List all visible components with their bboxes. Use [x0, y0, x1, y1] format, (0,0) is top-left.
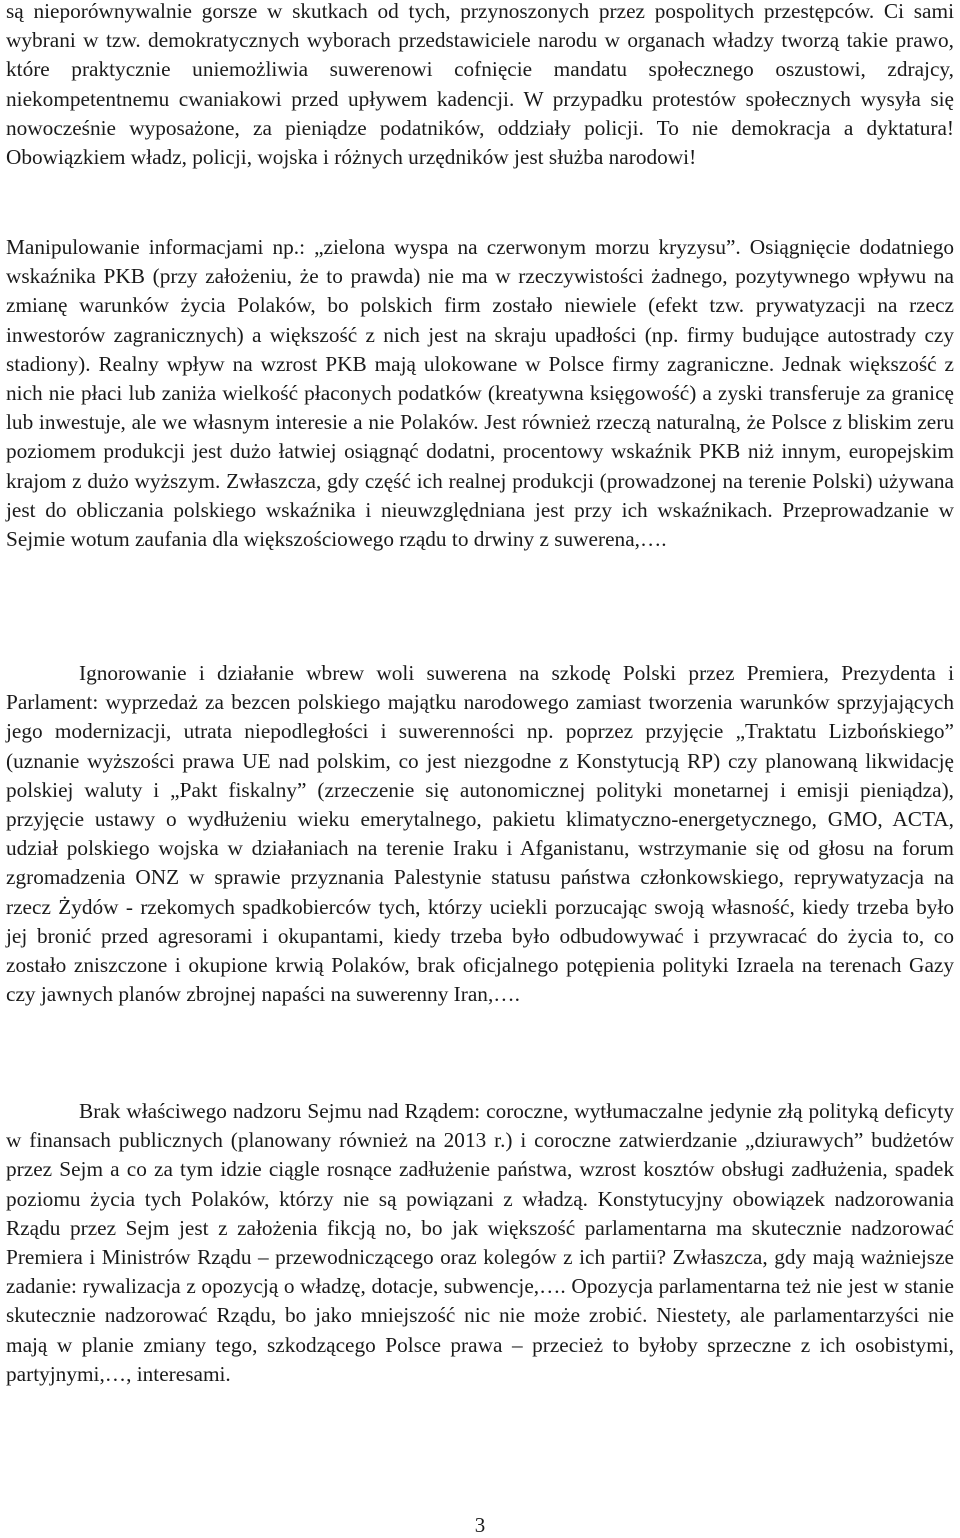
paragraph-oversight: Brak właściwego nadzoru Sejmu nad Rządem: coroczne, wytłumaczalne jedynie złą polityką deficyty w finansach publicznych (planowany również na 2013 r.) i coroczne zatwierdzanie „dziurawych” budżetów przez Sejm a co za tym idzie ciągle rosnące zadłużenie państwa, wzrost kosztów obsługi zadłużenia, spadek poziomu życia tych Polaków, którzy nie są powiązani z władzą. Konstytucyjny obowiązek nadzorowania Rządu przez Sejm jest z założenia fikcją no, bo jak większość parlamentarna ma skutecznie nadzorować Premiera i Ministrów Rządu – przewodniczącego oraz kolegów z ich partii? Zwłaszcza, gdy mają ważniejsze zadanie: rywalizacja z opozycją o władzę, dotacje, subwencje,…. Opozycja parlamentarna też nie jest w stanie skutecznie nadzorować Rządu, bo jako mniejszość nic nie może zrobić. Niestety, ale parlamentarzyści nie mają w planie zmiany tego, szkodzącego Polsce prawa – przecież to byłoby sprzeczne z ich osobistymi, partyjnymi,…, interesami. — [6, 1099, 954, 1386]
paragraph-ignoring-will: Ignorowanie i działanie wbrew woli suwerena na szkodę Polski przez Premiera, Prezydenta i Parlament: wyprzedaż za bezcen polskiego majątku narodowego zamiast tworzenia warunków sprzyjających jego modernizacji, utrata niepodległości i suwerenności np. poprzez przyjęcie „Traktatu Lizbońskiego” (uznanie wyższości prawa UE nad polskim, co jest niezgodne z Konstytucją RP) czy planowaną likwidację polskiej waluty i „Pakt fiskalny” (zrzeczenie się autonomicznej polityki monetarnej i emisji pieniądza), przyjęcie ustawy o wydłużeniu wieku emerytalnego, pakietu klimatyczno-energetycznego, GMO, ACTA, udział polskiego wojska w działaniach na terenie Iraku i Afganistanu, wstrzymanie się od głosu na forum zgromadzenia ONZ w sprawie przyznania Palestynie statusu państwa członkowskiego, reprywatyzacja na rzecz Żydów - rzekomych spadkobierców tych, którzy uciekli porzucając swoją własność, kiedy trzeba było jej bronić przed agresorami i okupantami, kiedy trzeba było odbudowywać i przywracać do życia to, co zostało zniszczone i okupione krwią Polaków, brak oficjalnego potępienia polityki Izraela na terenach Gazy czy jawnych planów zbrojnej napaści na suwerenny Iran,…. — [6, 661, 954, 1007]
paragraph-continuation: są nieporównywalnie gorsze w skutkach od tych, przynoszonych przez pospolitych przestępców. Ci sami wybrani w tzw. demokratycznych wyborach przedstawiciele narodu w organach władzy tworzą takie prawo, które praktycznie uniemożliwia suwerenowi cofnięcie mandatu społecznego oszustowi, zdrajcy, niekompetentnemu cwaniakowi przed upływem kadencji. W przypadku protestów społecznych wysyła się nowocześnie wyposażone, za pieniądze podatników, oddziały policji. To nie demokracja a dyktatura! Obowiązkiem władz, policji, wojska i różnych urzędników jest służba narodowi! — [6, 0, 954, 170]
paragraph-manipulation: Manipulowanie informacjami np.: „zielona wyspa na czerwonym morzu kryzysu”. Osiągnięcie dodatniego wskaźnika PKB (przy założeniu, że to prawda) nie ma w rzeczywistości żadnego, pozytywnego wpływu na zmianę warunków życia Polaków, bo polskich firm zostało niewiele (efekt tzw. prywatyzacji na rzecz inwestorów zagranicznych) a większość z nich jest na skraju upadłości (np. firmy budujące autostrady czy stadiony). Realny wpływ na wzrost PKB mają ulokowane w Polsce firmy zagraniczne. Jednak większość z nich nie płaci lub zaniża wielkość płaconych podatków (kreatywna księgowość) a zyski transferuje za granicę lub inwestuje, ale we własnym interesie a nie Polaków. Jest również rzeczą naturalną, że Polsce z bliskim zeru poziomem produkcji jest dużo łatwiej osiągnąć dodatni, procentowy wskaźnik PKB niż innym, europejskim krajom z dużo wyższym. Zwłaszcza, gdy część ich realnej produkcji (prowadzonej na terenie Polski) używana jest do obliczania polskiego wskaźnika i nieuwzględniana jest przy ich wskaźnikach. Przeprowadzanie w Sejmie wotum zaufania dla większościowego rządu to drwiny z suwerena,…. — [6, 235, 954, 552]
page-number: 3 — [474, 1513, 486, 1537]
